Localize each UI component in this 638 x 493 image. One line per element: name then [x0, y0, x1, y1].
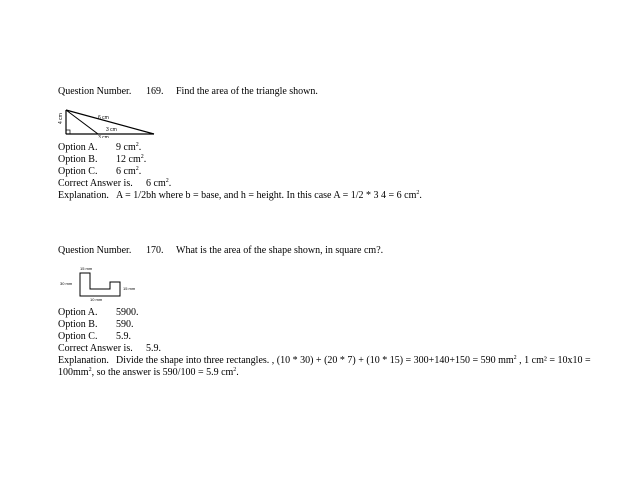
shape-figure [58, 263, 178, 303]
question-number: 169. [146, 86, 164, 97]
triangle-hyp-label: 6 cm [98, 115, 109, 121]
question-header [58, 86, 598, 98]
option-c: Option C. 6 $cm^2$. [58, 166, 142, 177]
option-b: Option B. 12 $cm^2$. [58, 154, 147, 165]
question-number: 170. [146, 245, 164, 256]
explanation: Explanation. A = 1/2bh where b = base, and h = height. In this case A = 1/2 * 3 4 = 6 $cm^2$. [58, 190, 422, 201]
question-170 [58, 245, 598, 379]
question-number-label: Question Number. [58, 245, 132, 256]
triangle-mid-label: 3 cm [106, 127, 117, 133]
shape-bottom-label: 10 mm [90, 297, 103, 302]
triangle-height-label: 4 cm [58, 113, 64, 124]
option-a: Option A. 9 $cm^2$. [58, 142, 142, 153]
triangle-figure [58, 104, 158, 138]
correct-answer: Correct Answer is. 6 $cm^2$. [58, 178, 172, 189]
question-text: What is the area of the shape shown, in square cm?. [176, 245, 384, 256]
question-169 [58, 86, 598, 202]
shape-left-label: 30 mm [60, 281, 73, 286]
correct-answer: Correct Answer is. 5.9. [58, 343, 161, 354]
option-c: Option C. 5.9. [58, 331, 131, 342]
triangle-base-label: 3 cm [98, 135, 109, 138]
question-number-label: Question Number. [58, 86, 132, 97]
option-a: Option A. 5900. [58, 307, 139, 318]
question-text: Find the area of the triangle shown. [176, 86, 318, 97]
question-header [58, 245, 598, 257]
shape-right-label: 15 mm [123, 286, 136, 291]
explanation-continued: $100mm^2$, so the answer is 590/100 = 5.9 $cm^2$. [58, 367, 239, 378]
option-b: Option B. 590. [58, 319, 134, 330]
explanation: Explanation. Divide the shape into three rectangles. , (10 * 30) + (20 * 7) + (10 * 15) = 300+140+150 = 590 $mm^2$ , 1 cm² = 10x10 = [58, 355, 591, 366]
shape-top-label: 15 mm [80, 266, 93, 271]
